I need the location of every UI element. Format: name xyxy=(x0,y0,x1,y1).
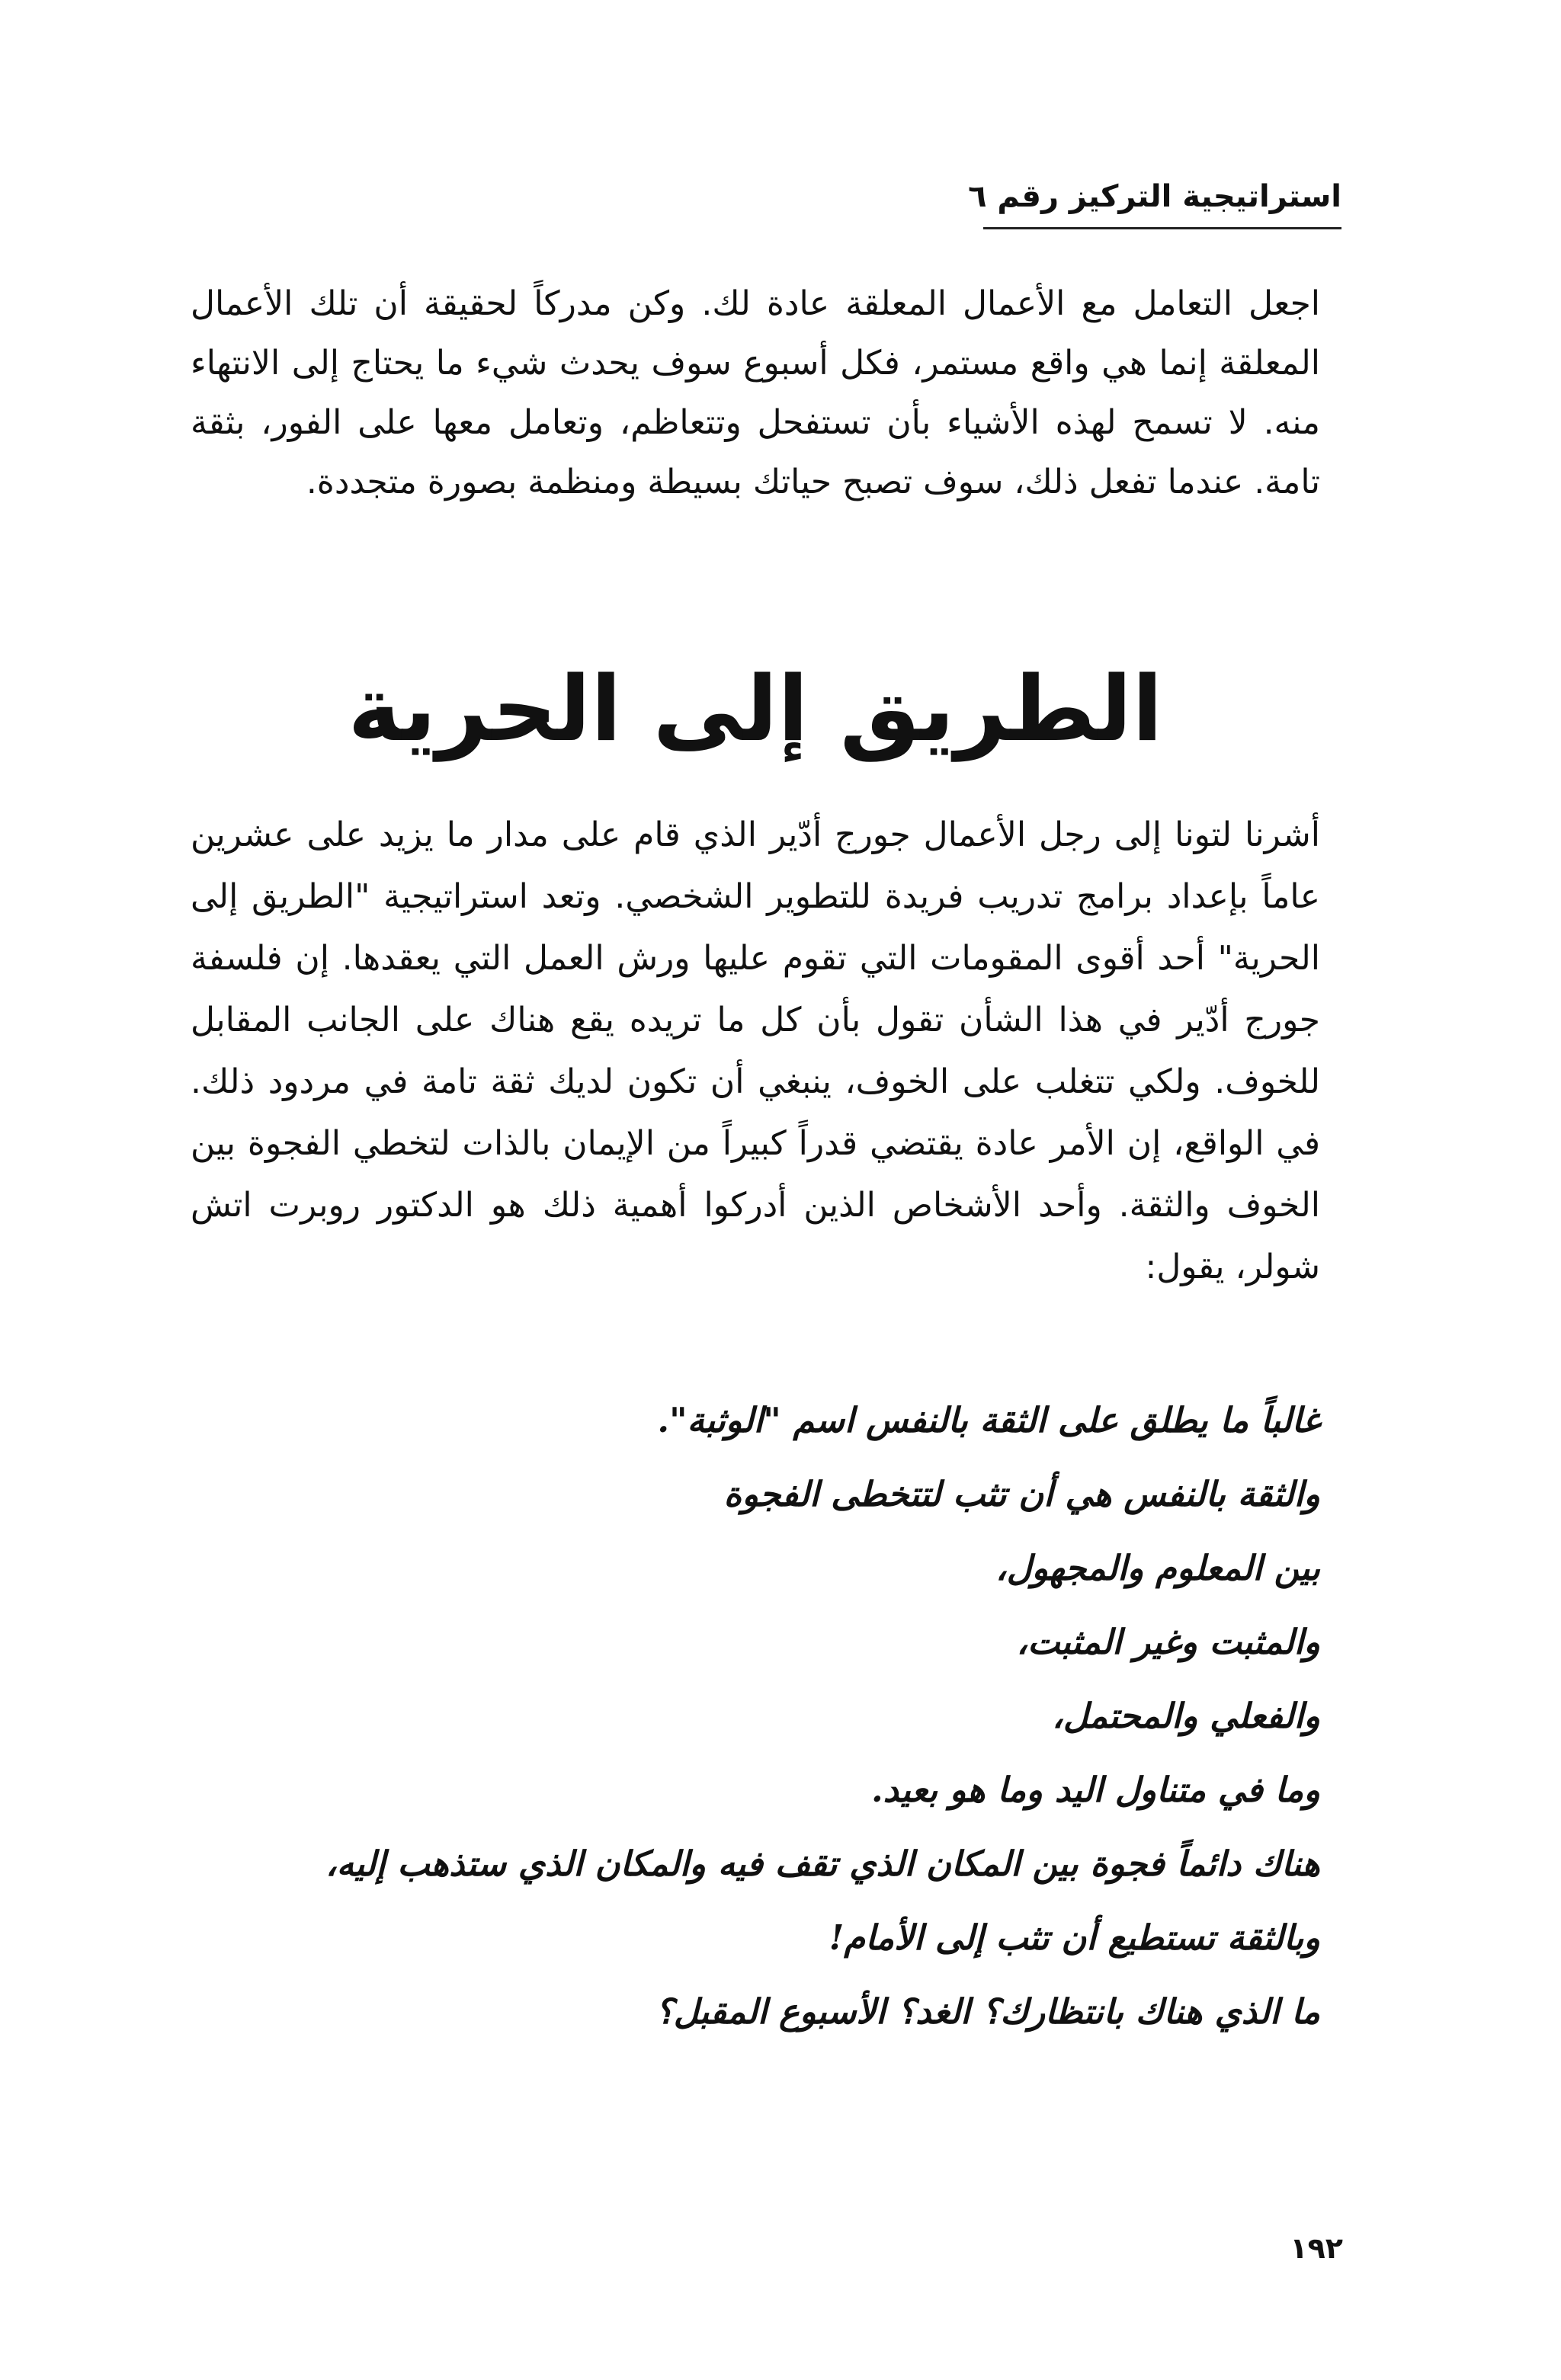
section-title: الطريق إلى الحرية xyxy=(348,656,1163,761)
quote-block xyxy=(191,1383,1320,2048)
quote-line: ما الذي هناك بانتظارك؟ الغد؟ الأسبوع المقبل؟ xyxy=(655,1991,1320,2032)
quote-line: والفعلي والمحتمل، xyxy=(1052,1696,1320,1736)
running-header: استراتيجية التركيز رقم ٦ xyxy=(968,179,1341,214)
quote-line: وما في متناول اليد وما هو بعيد. xyxy=(871,1770,1320,1810)
opening-paragraph: اجعل التعامل مع الأعمال المعلقة عادة لك. وكن مدركاً لحقيقة أن تلك الأعمال المعلقة إنما هي واقع مستمر، فكل أسبوع سوف يحدث شيء ما يحتاج إلى الانتهاء منه. لا تسمح لهذه الأشياء بأن تستفحل وتتعاظم، وتعامل معها على الفور، بثقة تامة. عندما تفعل ذلك، سوف تصبح حياتك بسيطة ومنظمة بصورة متجددة. xyxy=(191,284,1320,501)
body-paragraph: أشرنا لتونا إلى رجل الأعمال جورج أدّير الذي قام على مدار ما يزيد على عشرين عاماً بإعداد برامج تدريب فريدة للتطوير الشخصي. وتعد استراتيجية "الطريق إلى الحرية" أحد أقوى المقومات التي تقوم عليها ورش العمل التي يعقدها. إن فلسفة جورج أدّير في هذا الشأن تقول بأن كل ما تريده يقع هناك على الجانب المقابل للخوف. ولكي تتغلب على الخوف، ينبغي أن تكون لديك ثقة تامة في مردود ذلك. في الواقع، إن الأمر عادة يقتضي قدراً كبيراً من الإيمان بالذات لتخطي الفجوة بين الخوف والثقة. وأحد الأشخاص الذين أدركوا أهمية ذلك هو الدكتور روبرت اتش شولر، يقول: xyxy=(191,815,1320,1286)
header-rule xyxy=(983,227,1341,229)
quote-line: بين المعلوم والمجهول، xyxy=(995,1548,1320,1588)
page-number: ١٩٢ xyxy=(1290,2231,1343,2265)
quote-line: هناك دائماً فجوة بين المكان الذي تقف فيه والمكان الذي ستذهب إليه، xyxy=(325,1843,1320,1884)
quote-line: والمثبت وغير المثبت، xyxy=(1016,1622,1320,1662)
quote-line: والثقة بالنفس هي أن تثب لتتخطى الفجوة xyxy=(723,1474,1320,1514)
quote-line: وبالثقة تستطيع أن تثب إلى الأمام! xyxy=(829,1917,1320,1958)
quote-line: غالباً ما يطلق على الثقة بالنفس اسم "الوثبة". xyxy=(657,1400,1320,1440)
